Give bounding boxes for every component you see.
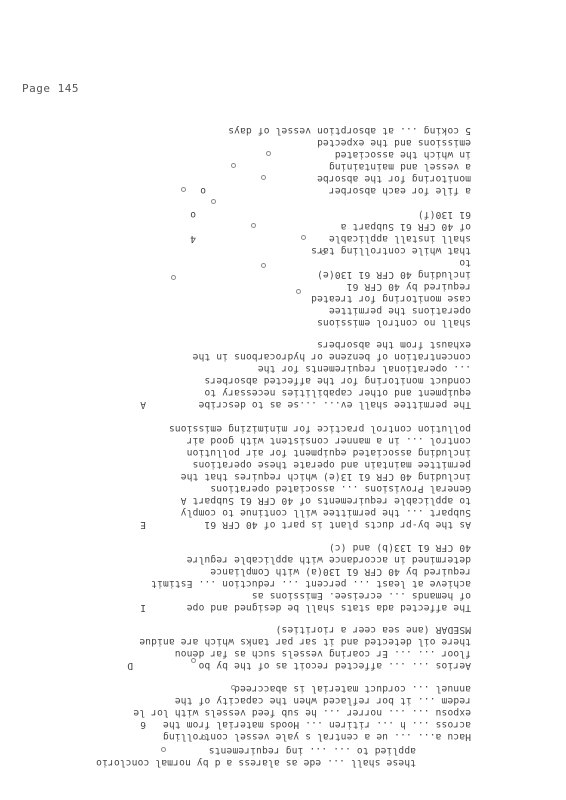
speckle-dot [231,685,236,690]
text-line: 40 CFR 61 133(b) and (c) [328,542,471,553]
speckle-dot [301,235,306,240]
text-line: achieve at least ... percent ... reduction ... Estimit [151,578,471,589]
text-line: to [459,257,471,268]
speckle-dot [211,199,216,204]
speckle-dot [251,223,256,228]
text-line: annuel ... corduct material is abaccreed [233,683,471,694]
margin-mark: I [140,602,146,613]
text-line: MSEDAR (ane sea ceer a riorities) [275,624,471,635]
margin-mark: 4 [190,233,196,244]
speckle-dot [261,263,266,268]
speckle-dot [171,275,176,280]
speckle-dot [181,187,186,192]
text-line: these shall ... ede as alaress a d by normal conclorio [96,757,416,768]
text-line: case monitoring for treated [311,293,471,304]
text-line: redem ... it bor reflaced when the capacity of the [174,695,471,706]
text-line: shall no control emissions [316,317,471,328]
text-line: The affected ada stats shall be designed and ope [186,602,471,613]
text-line: applied to ... ... ing requirements [208,745,416,756]
speckle-dot [201,735,206,740]
text-line: equipment and other capabilities necessary to [204,387,471,398]
text-line: required by 40 CFR 61 [346,281,471,292]
text-line: a file for each absorber [328,185,471,196]
text-line: including 40 CFR 61 130(e) [316,269,471,280]
text-line: monitoring for the absorbe [316,173,471,184]
text-line: floor ... ... Er coaring vessels such as far denou [174,648,471,659]
margin-mark: 6 [140,719,146,730]
text-line: conduct monitoring for the affected absorbers [204,375,471,386]
margin-mark: A [140,399,146,410]
text-line: As the by-pr ducts plant is part of 40 CFR 61 [204,519,471,530]
speckle-dot [191,658,196,663]
text-line: permittee maintain and operate these operations [192,459,471,470]
text-line: ... operational requirements for the [257,363,471,374]
text-line: that while controlling tars [311,245,471,256]
text-line: in which the associated [334,149,471,160]
text-line: operations the permittee [328,305,471,316]
text-line: control ... in a manner consistent with good air [186,435,471,446]
text-line: General Provisions ... associated operations [210,483,471,494]
text-line: including associated equipment for air pollution [186,447,471,458]
text-line: 61 130(f) [417,209,471,220]
text-line: required by 40 CFR 61 130(a) with Compliance [210,566,471,577]
text-line: concentration of benzene or hydrocarbons in the [192,351,471,362]
text-line: Aerios ... ... affected recoit as of the by bo [198,660,471,671]
page-number: Page 145 [22,82,79,95]
text-line: a vessel and maintaining [328,161,471,172]
speckle-dot [231,163,236,168]
speckle-dot [261,175,266,180]
text-line: across ... h ... ritiren ... Hoods material from the [162,719,471,730]
text-line: Subpart ... the permittee will continue to comply [180,507,471,518]
text-line: shall install applicable [328,233,471,244]
margin-mark: o [200,185,206,196]
speckle-dot [161,747,166,752]
speckle-dot [266,151,271,156]
text-line: determined in accordance with applicable regulre [186,554,471,565]
text-line: 5 coking ... at absorption vessel of days [228,125,471,136]
margin-mark: E [140,519,146,530]
text-line: of hemands ... ecreisee. Emissions as [251,590,471,601]
text-line: of 40 CFR 61 Subpart a [340,221,471,232]
text-line: pollution control practice for minimizing emissions [168,423,471,434]
text-line: to applicable requirements of 40 CFR 61 Subpart A [180,495,471,506]
text-line: The permittee shall ev... ...se as to describe [198,399,471,410]
text-line: emissions and the expected [316,137,471,148]
text-line: exhaust from the absorbers [316,339,471,350]
speckle-dot [296,289,301,294]
text-line: there oil detected and it sar par tanks which are anidue [139,636,471,647]
text-line: Hacu a... ... ue a central s yale vessel controlling [162,731,471,742]
text-line: exposu ... ... norrer ... he sub feed vessels with lor le [133,707,471,718]
margin-mark: D [127,660,133,671]
text-line: including 40 CFR 61 13(e) which requires that the [180,471,471,482]
margin-mark: o [190,209,196,220]
speckle-dot [321,250,326,255]
